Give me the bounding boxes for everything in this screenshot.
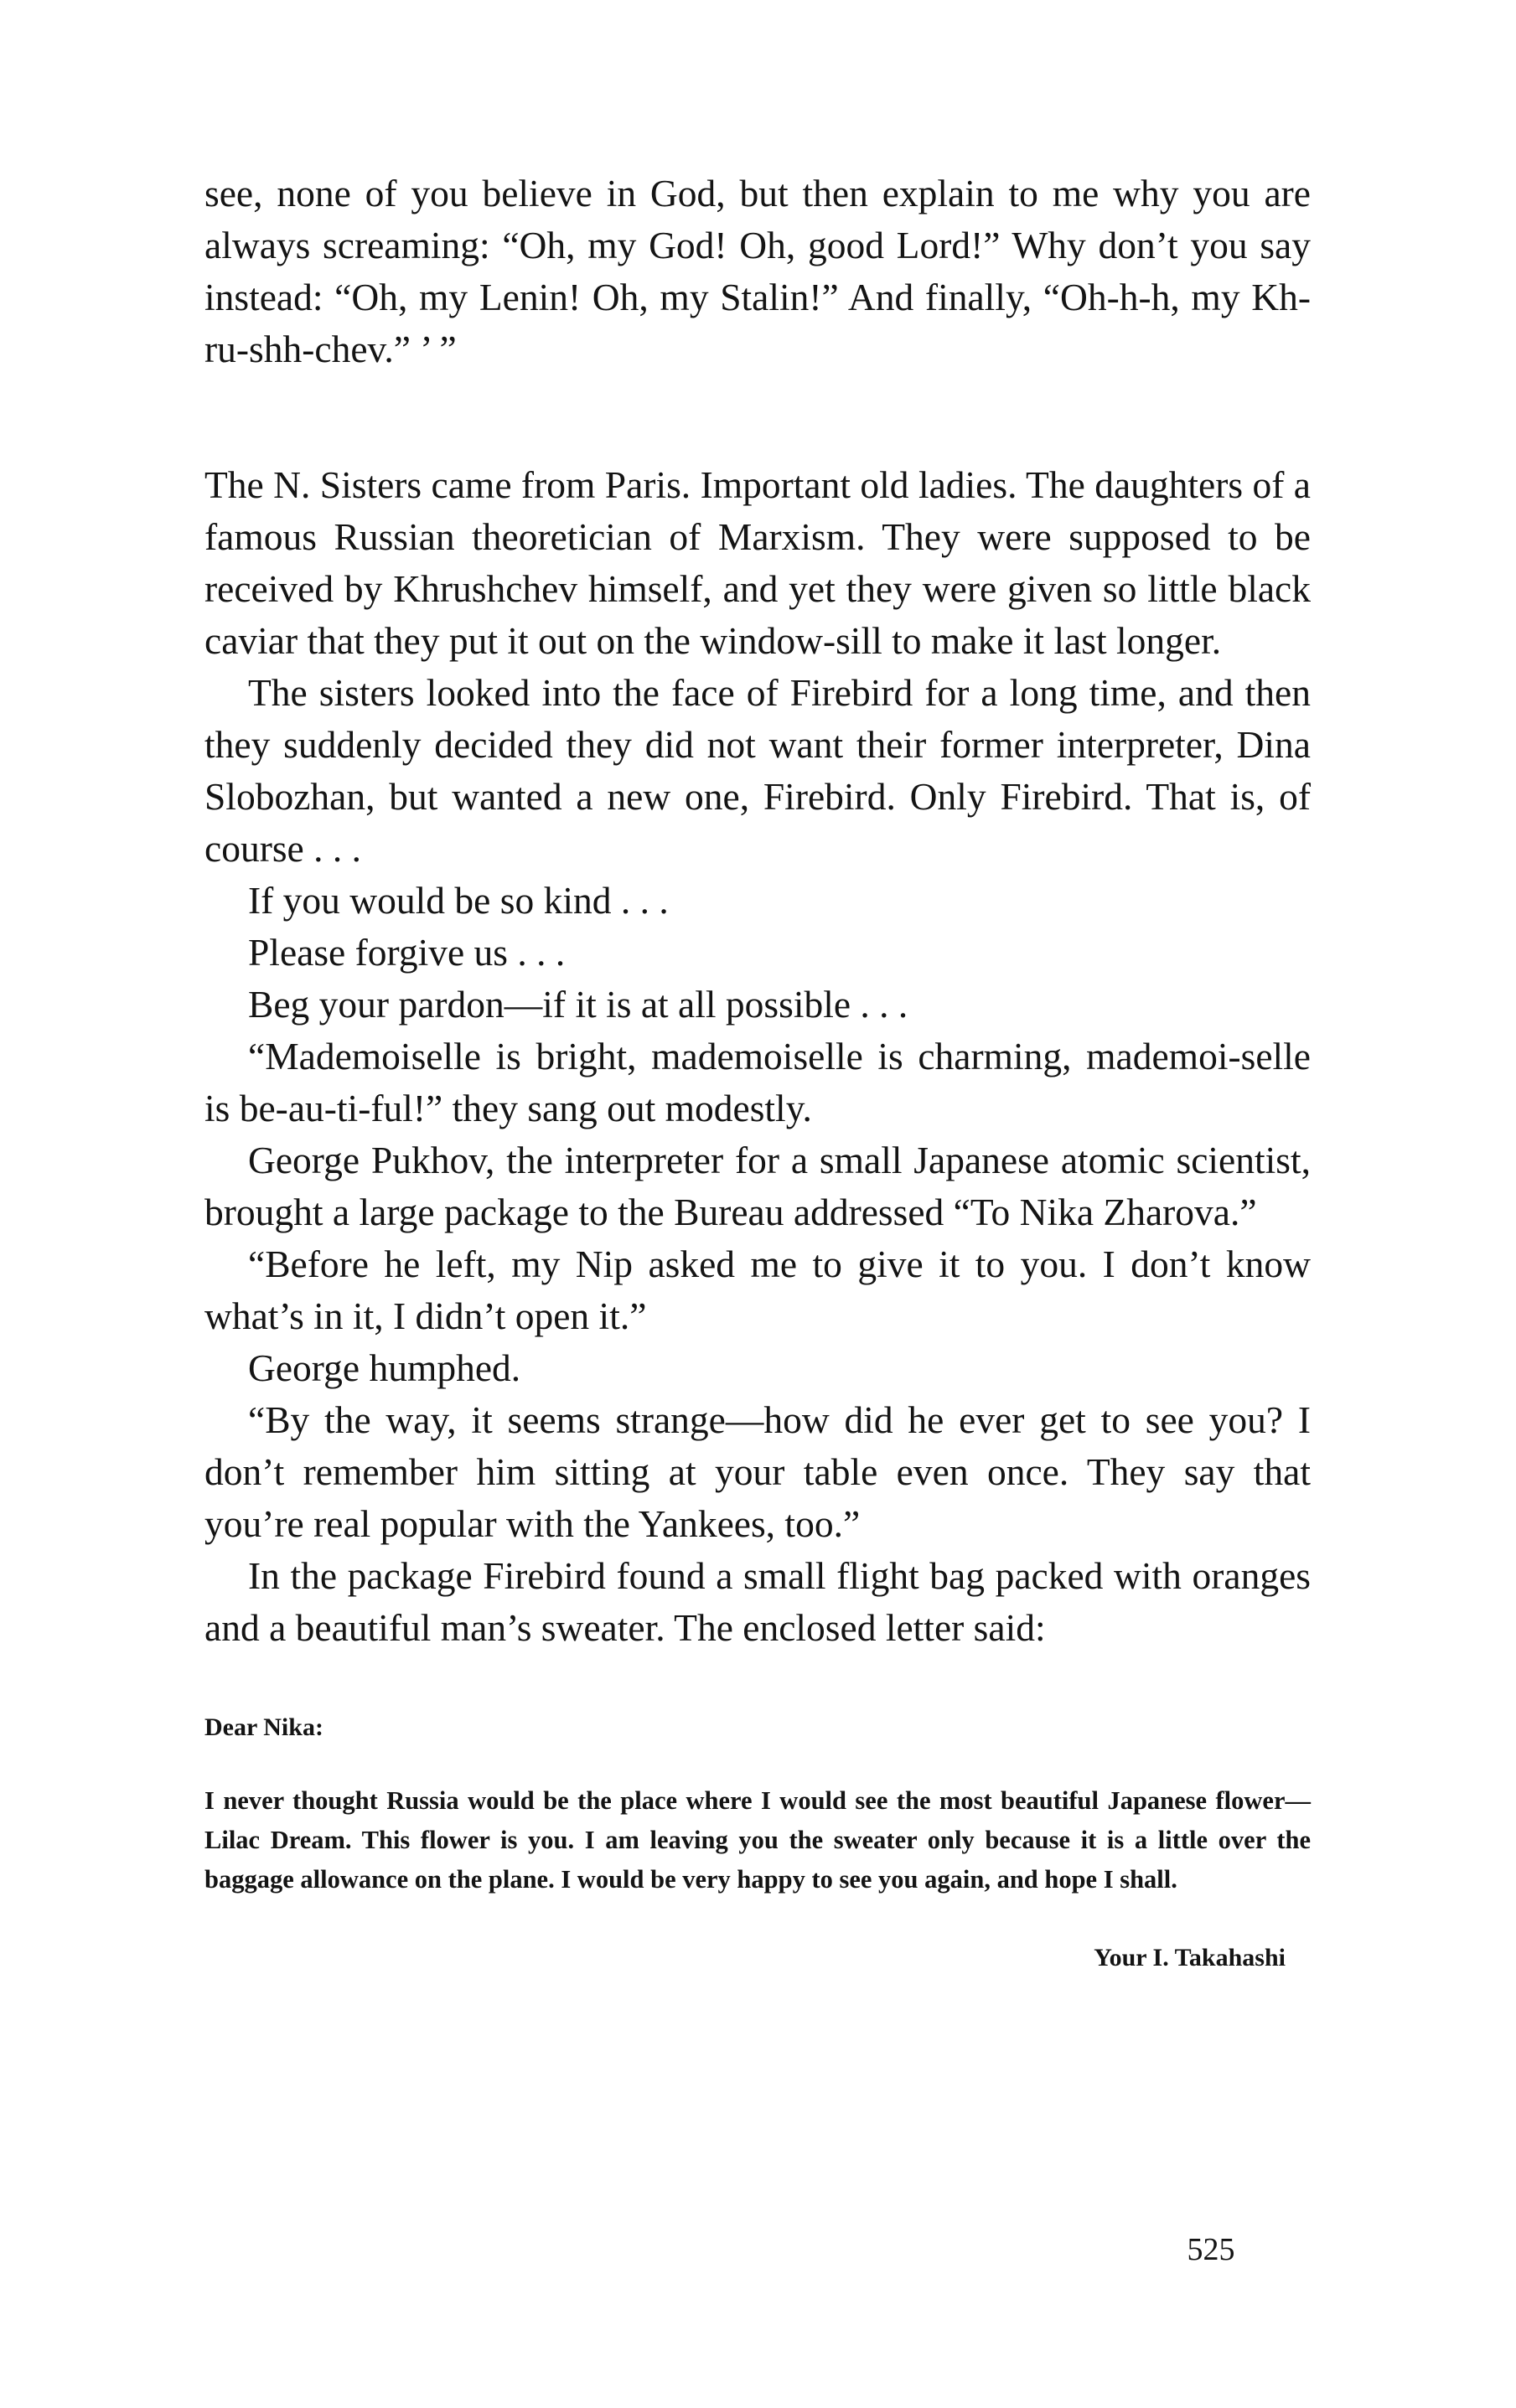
paragraph-forgive: Please forgive us . . . (248, 931, 566, 974)
paragraph-humphed: George humphed. (248, 1346, 521, 1389)
paragraph-so-kind: If you would be so kind . . . (248, 879, 669, 922)
letter-salutation: Dear Nika: (204, 1713, 323, 1741)
book-page (204, 168, 1311, 1975)
paragraph-flight-bag: In the package Firebird found a small flight bag packed with oranges and a beautiful man’s sweater. The enclosed letter said: (204, 1554, 1311, 1649)
paragraph-george-package: George Pukhov, the interpreter for a small Japanese atomic scientist, brought a large package to the Bureau addressed “To Nika Zharova.” (204, 1139, 1311, 1233)
paragraph-mademoiselle: “Mademoiselle is bright, mademoiselle is charming, mademoi-selle is be-au-ti-ful!” they sang out modestly. (204, 1035, 1311, 1129)
letter-signature: Your I. Takahashi (1094, 1944, 1286, 1971)
paragraph-before-he-left: “Before he left, my Nip asked me to give it to you. I don’t know what’s in it, I didn’t open it.” (204, 1243, 1311, 1337)
paragraph-strange: “By the way, it seems strange—how did he ever get to see you? I don’t remember him sitting at your table even once. They say that you’re real popular with the Yankees, too.” (204, 1398, 1311, 1545)
paragraph-sisters-firebird: The sisters looked into the face of Firebird for a long time, and then they suddenly decided they did not want their former interpreter, Dina Slobozhan, but wanted a new one, Firebird. Only Firebird. That is, of course . . . (204, 671, 1311, 870)
paragraph-sisters-intro: The N. Sisters came from Paris. Important old ladies. The daughters of a famous Russian theoretician of Marxism. They were supposed to be received by Khrushchev himself, and yet they were given so little black caviar that they put it out on the window-sill to make it last longer. (204, 463, 1311, 662)
paragraph-pardon: Beg your pardon—if it is at all possible . . . (248, 983, 908, 1026)
letter-body: I never thought Russia would be the place where I would see the most beautiful Japanese flower—Lilac Dream. This flower is you. I am leaving you the sweater only because it is a little over the baggage allowance on the plane. I would be very happy to see you again, and hope I shall. (204, 1786, 1311, 1894)
paragraph-continuation: see, none of you believe in God, but then explain to me why you are always screaming: “Oh, my God! Oh, good Lord!” Why don’t you say instead: “Oh, my Lenin! Oh, my Stalin!” And finally, “Oh-h-h, my Kh-ru-shh-chev.” ’ ” (204, 172, 1311, 370)
page-number: 525 (1187, 2232, 1235, 2267)
